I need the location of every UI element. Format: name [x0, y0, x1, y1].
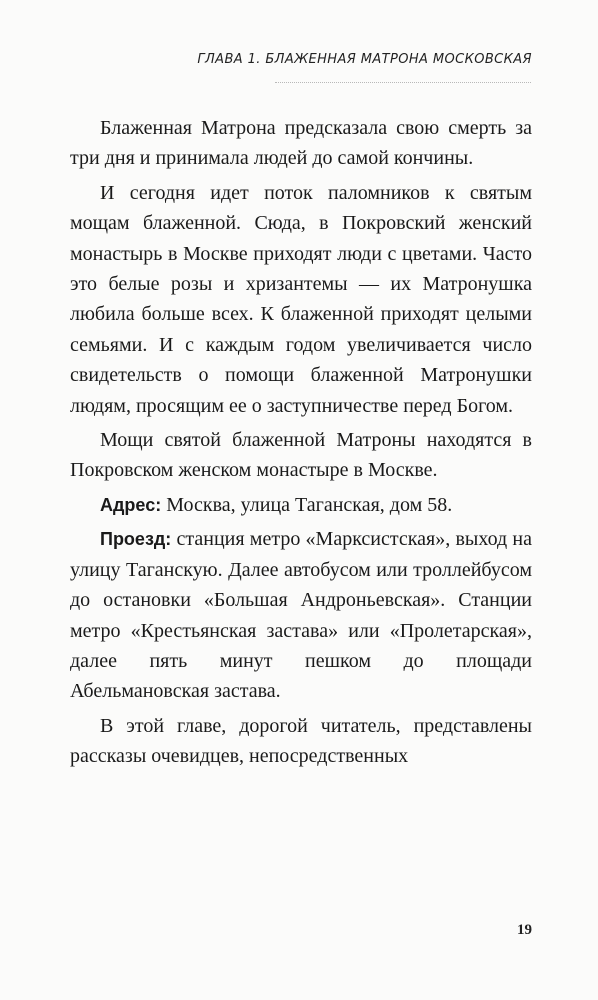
bold-label: Проезд: [100, 529, 172, 550]
paragraph-text: Мощи святой блаженной Матроны находятся в Покровском женском монастыре в Москве. [70, 429, 532, 482]
paragraph-text: И сегодня идет поток паломников к святым мощам блаженной. Сюда, в Покровский женский монастырь в Москве приходят люди с цветами. Часто это белые розы и хризантемы — их Матронушка любила больше всех. К блаженной приходят целыми семьями. И с каждым годом увеличивается число свидетельств о помощи блаженной Матронушки людям, просящим ее о заступничестве перед Богом. [70, 181, 532, 417]
paragraph [70, 113, 532, 174]
paragraph [70, 490, 532, 520]
body-text [70, 113, 532, 772]
paragraph [70, 524, 532, 706]
paragraph [70, 425, 532, 486]
header-divider [275, 82, 531, 83]
paragraph-text: Москва, улица Таганская, дом 58. [161, 493, 453, 516]
paragraph-text: станция метро «Марксистская», выход на улицу Таганскую. Далее автобусом или троллейбусом до остановки «Большая Андроньевская». Станции метро «Крестьянская застава» или «Пролетарская», далее пять минут пешком до площади Абельмановская застава. [70, 528, 532, 703]
page-number: 19 [517, 922, 532, 938]
running-head: ГЛАВА 1. БЛАЖЕННАЯ МАТРОНА МОСКОВСКАЯ [197, 52, 532, 67]
bold-label: Адрес: [100, 494, 162, 515]
paragraph-text: Блаженная Матрона предсказала свою смерть за три дня и принимала людей до самой кончины. [70, 117, 532, 170]
paragraph-text: В этой главе, дорогой читатель, представлены рассказы очевидцев, непосредственных [70, 714, 532, 768]
paragraph [70, 178, 532, 421]
paragraph [70, 711, 532, 772]
